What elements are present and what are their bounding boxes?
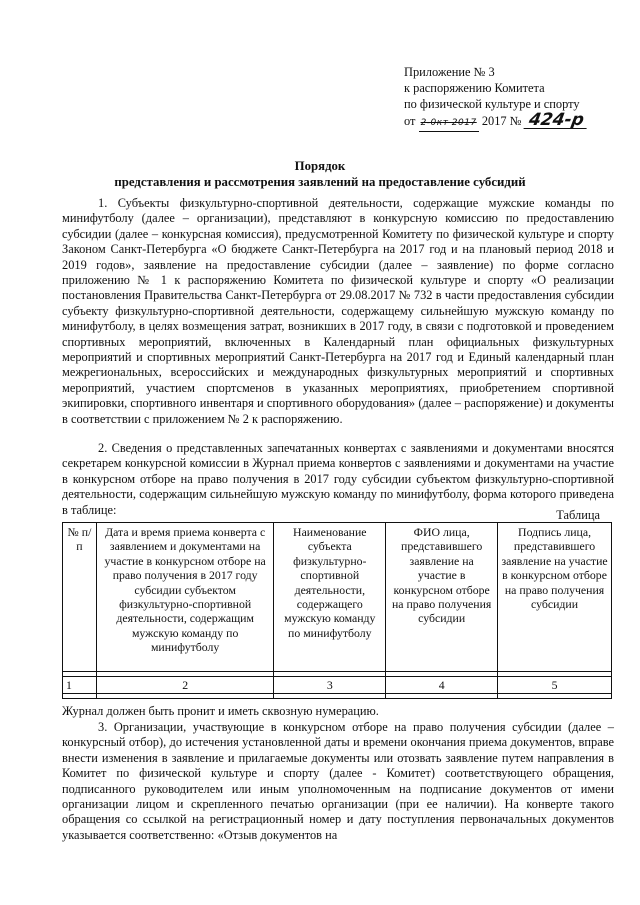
column-number-cell: 1: [63, 677, 97, 694]
header-cell-signature: Подпись лица, представившего заявление на участие в конкурсном отборе на право получения субсидии: [498, 523, 612, 672]
document-title: Порядок: [294, 159, 346, 173]
column-number-cell: 2: [96, 677, 273, 694]
empty-cell: [274, 694, 386, 699]
empty-cell: [498, 694, 612, 699]
table-empty-row: [63, 694, 612, 699]
column-number-cell: 5: [498, 677, 612, 694]
header-cell-name: Наименование субъекта физкультурно-спортивной деятельности, содержащего мужскую команду по минифутболу: [274, 523, 386, 672]
journal-note: Журнал должен быть пронит и иметь сквозную нумерацию.: [62, 704, 379, 718]
column-number-cell: 3: [274, 677, 386, 694]
date-prefix: от: [404, 114, 416, 128]
document-subtitle: представления и рассмотрения заявлений на предоставление субсидий: [114, 175, 526, 189]
handwritten-number: 424-р: [523, 112, 589, 129]
appendix-line-3: по физической культуре и спорту: [404, 97, 580, 111]
header-cell-fio: ФИО лица, представившего заявление на участие в конкурсном отборе на право получения субсидии: [386, 523, 498, 672]
empty-cell: [386, 694, 498, 699]
empty-cell: [63, 694, 97, 699]
header-cell-date: Дата и время приема конверта с заявлением и документами на участие в конкурсном отборе на право получения в 2017 году субсидии субъектом физкультурно-спортивной деятельности, содержащим мужскую команду по минифутболу: [96, 523, 273, 672]
handwritten-date: 2-0кт 2017: [419, 115, 479, 132]
paragraph-3: 3. Организации, участвующие в конкурсном отборе на право получения субсидии (далее – конкурсный отбор), до истечения установленной даты и времени окончания приема документов, вправе внести изменения в заявление и прилагаемые документы или отозвать заявление путем направления в Комитет по физической культуре и спорту (далее - Комитет) соответствующего обращения, подписанного руководителем или иным уполномоченным на подписание документов от имени организации лицом и скрепленного печатью организации (при ее наличии). На конверте такого обращения со ссылкой на регистрационный номер и дату поступления первоначальных документов указывается соответственно: «Отзыв документов на: [62, 720, 614, 842]
empty-cell: [96, 694, 273, 699]
appendix-block: [404, 64, 587, 132]
journal-table: [62, 522, 612, 699]
paragraph-1: 1. Субъекты физкультурно-спортивной деятельности, содержащие мужские команды по минифутболу (далее – организации), представляют в конкурсную комиссию по предоставлению субсидии (далее – конкурсная комиссия), предусмотренной Комитету по физической культуре и спорту Законом Санкт-Петербурга «О бюджете Санкт-Петербурга на 2017 год и на плановый период 2018 и 2019 годов», заявление на предоставление субсидии (далее – заявление) по форме согласно приложению № 1 к распоряжению Комитета по физической культуре и спорту «О реализации постановления Правительства Санкт-Петербурга от 29.08.2017 № 732 в части предоставления субсидии субъекту физкультурно-спортивной деятельности, содержащему сильнейшую мужскую команду по минифутболу, в целях возмещения затрат, возникших в 2017 году, в связи с подготовкой и проведением спортивных мероприятий, включенных в Календарный план официальных физкультурных мероприятий и спортивных мероприятий Санкт-Петербурга на 2017 год и Единый календарный план межрегиональных, всероссийских и международных физкультурных мероприятий и спортивных мероприятий, участием спортсменов в указанных мероприятиях, приобретением спортивной экипировки, спортивного инвентаря и спортивного оборудования» (далее – распоряжение) и документы в соответствии с приложением № 2 к распоряжению.: [62, 196, 614, 426]
appendix-date-line: [404, 112, 587, 132]
table-label: Таблица: [556, 508, 600, 522]
appendix-title: Приложение № 3: [404, 65, 495, 79]
header-cell-number: № п/п: [63, 523, 97, 672]
paragraph-2: 2. Сведения о представленных запечатанных конвертах с заявлениями и документами вносятся секретарем конкурсной комиссии в Журнал приема конвертов с заявлениями и документами на участие в конкурсном отборе на право получения в 2017 году субсидии субъектом физкультурно-спортивной деятельности, содержащим сильнейшую мужскую команду по минифутболу, форма которого приведена в таблице:: [62, 441, 614, 517]
table-header-row: [63, 523, 612, 672]
year-number-label: 2017 №: [481, 114, 522, 128]
column-number-cell: 4: [386, 677, 498, 694]
appendix-line-2: к распоряжению Комитета: [404, 81, 545, 95]
table-number-row: [63, 677, 612, 694]
